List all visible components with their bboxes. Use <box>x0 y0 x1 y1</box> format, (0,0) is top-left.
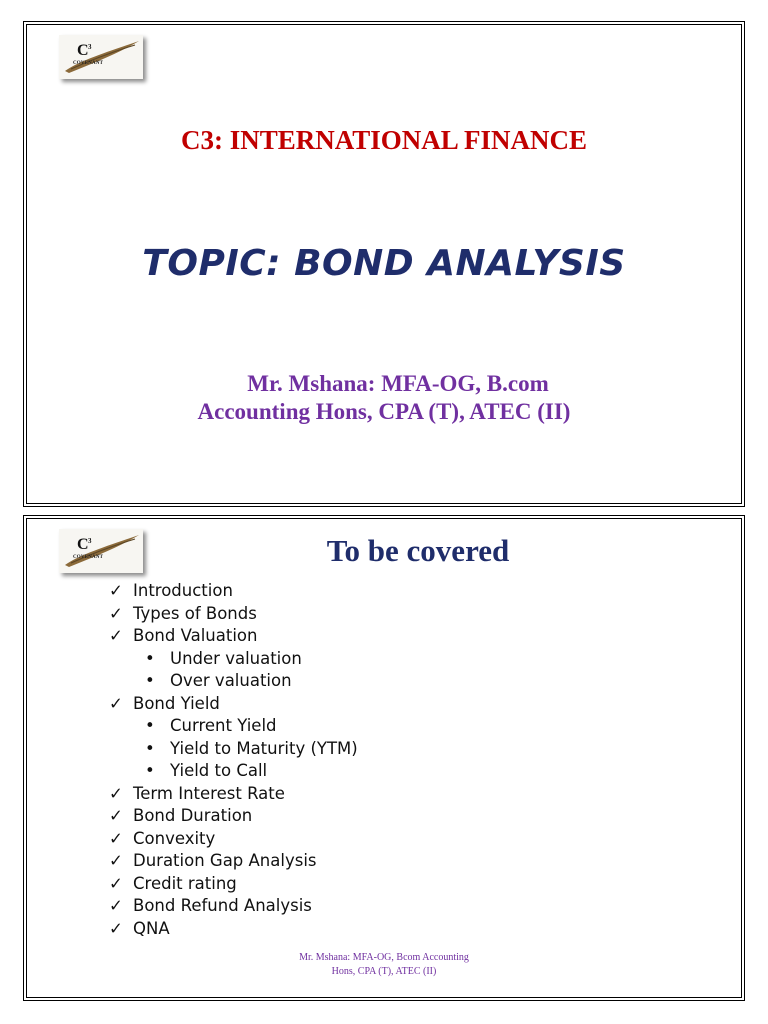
checkmark-icon: ✓ <box>109 603 123 623</box>
outline-item <box>109 670 358 693</box>
outline-title: To be covered <box>326 533 510 568</box>
svg-text:3: 3 <box>88 537 92 545</box>
bullet-icon: • <box>145 738 155 758</box>
outline-item-label: Introduction <box>133 581 233 600</box>
outline-item <box>109 918 358 941</box>
outline-item-label: Credit rating <box>133 873 237 893</box>
logo-text: COVENANT <box>73 61 104 66</box>
svg-text:C: C <box>77 42 89 59</box>
outline-item <box>109 648 358 671</box>
outline-item <box>109 850 358 873</box>
outline-item-label: Yield to Call <box>170 761 268 780</box>
outline-item <box>109 693 358 716</box>
outline-slide <box>26 518 742 998</box>
outline-item <box>109 828 358 851</box>
bullet-icon: • <box>145 648 155 668</box>
bullet-icon: • <box>145 716 155 735</box>
svg-text:3: 3 <box>88 43 92 51</box>
outline-item-label: Term Interest Rate <box>133 783 285 803</box>
author-line-1: Mr. Mshana: MFA-OG, B.com <box>247 371 549 396</box>
course-title: C3: INTERNATIONAL FINANCE <box>180 125 588 155</box>
outline-item-label: Bond Valuation <box>133 626 258 645</box>
covenant-logo-icon <box>59 35 143 79</box>
bullet-icon: • <box>145 671 155 690</box>
checkmark-icon: ✓ <box>109 581 123 600</box>
outline-item <box>109 895 358 918</box>
outline-item <box>109 580 358 603</box>
checkmark-icon: ✓ <box>109 806 123 825</box>
outline-list <box>109 580 358 940</box>
checkmark-icon: ✓ <box>109 918 123 938</box>
svg-text:C: C <box>77 536 89 553</box>
outline-item-label: Yield to Maturity (YTM) <box>170 738 358 758</box>
outline-item-label: Under valuation <box>170 648 302 668</box>
footer-line-1: Mr. Mshana: MFA-OG, Bcom Accounting <box>299 952 469 963</box>
checkmark-icon: ✓ <box>109 828 123 848</box>
footer-line-2: Hons, CPA (T), ATEC (II) <box>331 966 437 977</box>
outline-item <box>109 760 358 783</box>
checkmark-icon: ✓ <box>109 626 123 645</box>
checkmark-icon: ✓ <box>109 693 123 713</box>
outline-item-label: Convexity <box>133 828 216 848</box>
outline-item-label: Types of Bonds <box>133 603 257 623</box>
outline-item-label: Bond Refund Analysis <box>133 896 312 915</box>
outline-item <box>109 738 358 761</box>
outline-item <box>109 873 358 896</box>
checkmark-icon: ✓ <box>109 896 123 915</box>
outline-item-label: QNA <box>133 918 170 938</box>
checkmark-icon: ✓ <box>109 783 123 803</box>
outline-item <box>109 625 358 648</box>
outline-item <box>109 603 358 626</box>
author-line-2: Accounting Hons, CPA (T), ATEC (II) <box>197 399 571 424</box>
checkmark-icon: ✓ <box>109 851 123 870</box>
covenant-logo <box>59 35 143 79</box>
outline-item-label: Duration Gap Analysis <box>133 851 317 870</box>
outline-item <box>109 783 358 806</box>
logo-text: COVENANT <box>73 555 104 560</box>
outline-item <box>109 715 358 738</box>
outline-item-label: Over valuation <box>170 671 292 690</box>
topic-title: TOPIC: BOND ANALYSIS <box>142 243 626 284</box>
outline-item-label: Bond Duration <box>133 806 253 825</box>
outline-item-label: Bond Yield <box>133 693 220 713</box>
outline-item <box>109 805 358 828</box>
footer <box>27 951 741 979</box>
checkmark-icon: ✓ <box>109 873 123 893</box>
outline-item-label: Current Yield <box>170 716 277 735</box>
title-slide <box>26 24 742 504</box>
bullet-icon: • <box>145 761 155 780</box>
